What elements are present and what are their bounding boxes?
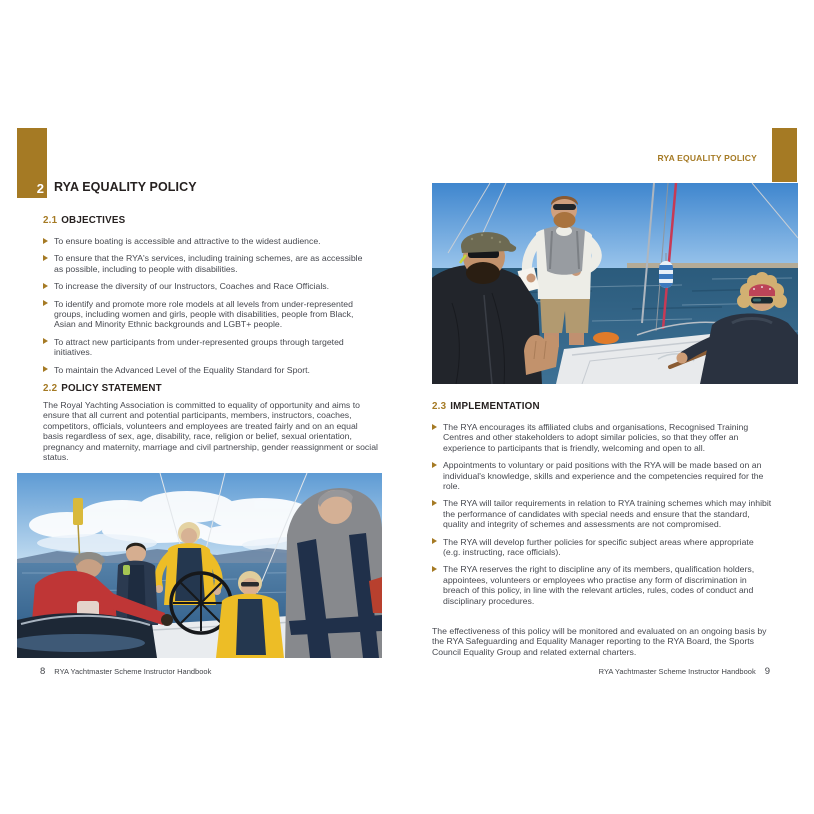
running-header: RYA EQUALITY POLICY <box>657 153 757 163</box>
page-number: 8 <box>40 666 46 677</box>
section-title: IMPLEMENTATION <box>450 401 540 412</box>
closing-paragraph: The effectiveness of this policy will be monitored and evaluated on an ongoing basis by the RYA Safeguarding and Equality Manager reporting to the RYA Board, the Sports Council Equality Group and related external charters. <box>432 626 767 657</box>
chapter-title: RYA EQUALITY POLICY <box>54 180 197 194</box>
section-heading-policy-statement <box>43 383 162 394</box>
chapter-number: 2 <box>36 181 44 196</box>
left-page-footer <box>40 666 211 677</box>
triangle-bullet-icon <box>432 566 437 572</box>
triangle-bullet-icon <box>43 255 48 261</box>
list-item: To attract new participants from under-represented groups through targeted initiatives. <box>43 337 373 358</box>
handbook-title: RYA Yachtmaster Scheme Instructor Handbook <box>54 667 212 676</box>
handbook-title: RYA Yachtmaster Scheme Instructor Handbook <box>598 667 756 676</box>
list-item: To maintain the Advanced Level of the Equality Standard for Sport. <box>43 365 373 375</box>
section-title: OBJECTIVES <box>61 215 126 226</box>
list-item: The RYA encourages its affiliated clubs and organisations, Recognised Training Centres and other stakeholders to adopt similar policies, so that they offer an experience to participants that is friendly, welcoming and open to all. <box>432 422 772 453</box>
section-heading-objectives <box>43 215 125 226</box>
right-page-photo <box>432 183 798 384</box>
list-item: To ensure that the RYA's services, including training schemes, are as accessible as possible, including to people with disabilities. <box>43 253 373 274</box>
section-heading-implementation <box>432 401 540 412</box>
left-page-photo <box>17 473 382 658</box>
triangle-bullet-icon <box>432 500 437 506</box>
sailing-crew-illustration <box>17 473 382 658</box>
right-page-footer <box>432 666 770 677</box>
objectives-bullet-list <box>43 236 373 382</box>
policy-statement-paragraph: The Royal Yachting Association is committed to equality of opportunity and aims to ensure that all current and potential participants, members, instructors, coaches, competitors, officials, volunteers and employees are treated fairly and on an equal basis regardless of sex, age, disability, race, religion or belief, sexual orientation, pregnancy and maternity, marriage and civil partnership, gender reassignment or social status. <box>43 400 378 463</box>
list-item: The RYA will tailor requirements in relation to RYA training schemes which may inhibit the performance of candidates with special needs and ensure that the standard, quality and integrity of schemes and assessments are not compromised. <box>432 498 772 529</box>
triangle-bullet-icon <box>43 300 48 306</box>
triangle-bullet-icon <box>43 366 48 372</box>
list-item: To ensure boating is accessible and attractive to the widest audience. <box>43 236 373 246</box>
section-number: 2.2 <box>43 383 58 394</box>
header-gold-block <box>772 128 797 182</box>
implementation-bullet-list <box>432 422 772 613</box>
triangle-bullet-icon <box>43 338 48 344</box>
list-item: The RYA will develop further policies for specific subject areas where appropriate (e.g. instructing, race officials). <box>432 537 772 558</box>
list-item: To increase the diversity of our Instructors, Coaches and Race Officials. <box>43 281 373 291</box>
list-item: To identify and promote more role models at all levels from under-represented groups, including women and girls, people with disabilities, people from Black, Asian and Minority Ethnic backgrounds and LGBT+ people. <box>43 299 373 330</box>
section-title: POLICY STATEMENT <box>61 383 162 394</box>
triangle-bullet-icon <box>432 424 437 430</box>
yacht-briefing-illustration <box>432 183 798 384</box>
chapter-number-block <box>17 128 47 198</box>
triangle-bullet-icon <box>43 283 48 289</box>
section-number: 2.1 <box>43 215 58 226</box>
page-number: 9 <box>764 666 770 677</box>
list-item: Appointments to voluntary or paid positions with the RYA will be made based on an individual's knowledge, skills and experience and the competencies required for the role. <box>432 460 772 491</box>
triangle-bullet-icon <box>43 238 48 244</box>
list-item: The RYA reserves the right to discipline any of its members, qualification holders, appointees, volunteers or employees who practise any form of discrimination in breach of this policy, in line with the relevant articles, rules, codes of conduct and disciplinary procedures. <box>432 564 772 606</box>
triangle-bullet-icon <box>432 462 437 468</box>
section-number: 2.3 <box>432 401 447 412</box>
triangle-bullet-icon <box>432 538 437 544</box>
